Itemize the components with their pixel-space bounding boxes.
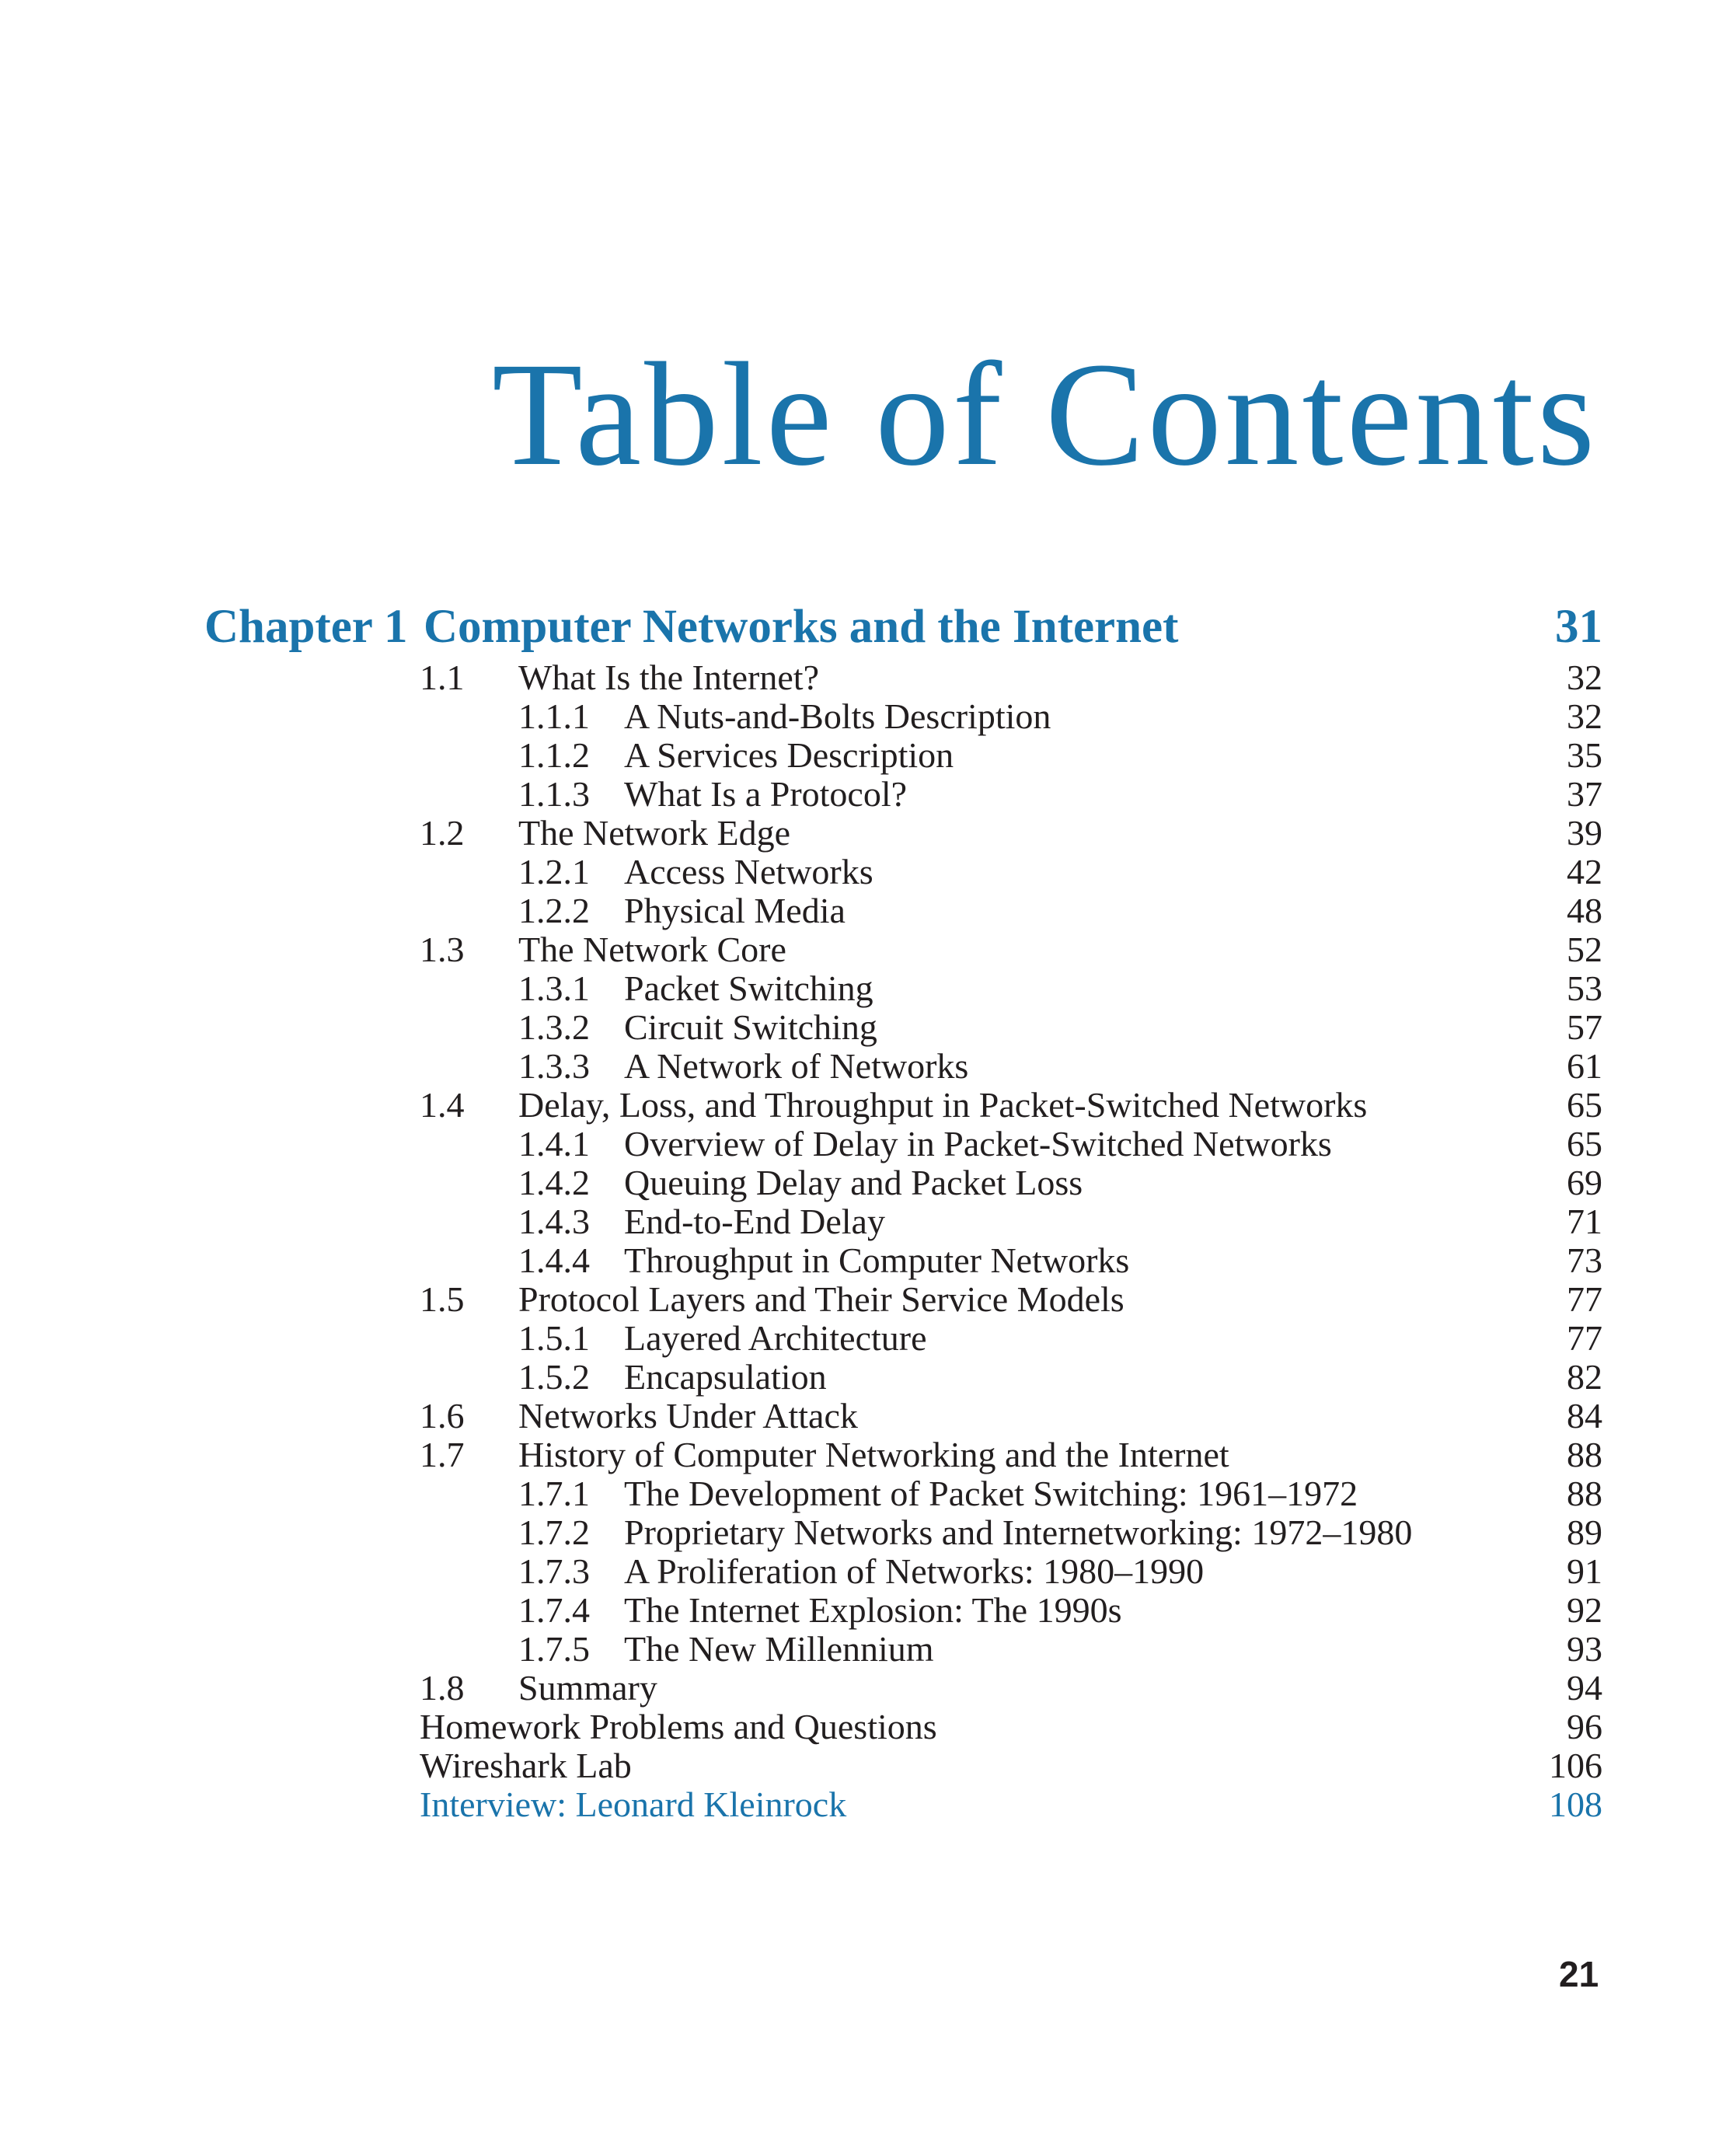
entry-number: 1.7.3 (518, 1551, 590, 1591)
toc-entry (0, 1591, 1602, 1630)
toc-entry (0, 1358, 1602, 1397)
entry-title: Networks Under Attack (518, 1396, 858, 1436)
entry-number: 1.4.2 (518, 1163, 590, 1202)
entry-title: Interview: Leonard Kleinrock (420, 1784, 847, 1824)
entry-number: 1.1 (420, 658, 465, 697)
entry-page-number: 92 (1567, 1590, 1602, 1630)
entry-number: 1.5.1 (518, 1318, 590, 1358)
entry-page-number: 106 (1549, 1746, 1602, 1785)
chapter-heading-row (0, 601, 1602, 653)
toc-entry (0, 1280, 1602, 1319)
entry-title: The New Millennium (624, 1629, 934, 1669)
entry-title: The Network Core (518, 930, 786, 969)
toc-entry (0, 1436, 1602, 1474)
entry-title: Throughput in Computer Networks (624, 1240, 1130, 1280)
entry-title: Queuing Delay and Packet Loss (624, 1163, 1083, 1202)
toc-entry (0, 697, 1602, 736)
entry-page-number: 65 (1567, 1124, 1602, 1163)
toc-entry (0, 1047, 1602, 1086)
entry-number: 1.4.4 (518, 1240, 590, 1280)
toc-entry (0, 1086, 1602, 1125)
entry-title: Overview of Delay in Packet-Switched Networks (624, 1124, 1332, 1163)
entry-page-number: 71 (1567, 1202, 1602, 1241)
folio-page-number: 21 (1559, 1954, 1599, 1994)
entry-number: 1.7.4 (518, 1590, 590, 1630)
entry-page-number: 93 (1567, 1629, 1602, 1669)
entry-number: 1.4.1 (518, 1124, 590, 1163)
entry-title: A Nuts-and-Bolts Description (624, 696, 1051, 736)
entry-number: 1.1.1 (518, 696, 590, 736)
entry-number: 1.4.3 (518, 1202, 590, 1241)
page-title: Table of Contents (492, 332, 1599, 497)
entry-number: 1.5 (420, 1279, 465, 1319)
entry-number: 1.1.3 (518, 774, 590, 814)
toc-entry (0, 1708, 1602, 1746)
toc-entry (0, 1125, 1602, 1163)
entry-number: 1.7 (420, 1435, 465, 1474)
entry-page-number: 77 (1567, 1279, 1602, 1319)
entry-number: 1.3.1 (518, 968, 590, 1008)
entry-number: 1.7.5 (518, 1629, 590, 1669)
entry-page-number: 61 (1567, 1046, 1602, 1086)
entry-title: Summary (518, 1668, 657, 1708)
entry-page-number: 39 (1567, 813, 1602, 853)
entry-number: 1.1.2 (518, 735, 590, 775)
entry-title: A Network of Networks (624, 1046, 969, 1086)
entry-number: 1.2.2 (518, 891, 590, 930)
entry-number: 1.7.1 (518, 1474, 590, 1513)
entry-page-number: 84 (1567, 1396, 1602, 1436)
entry-page-number: 53 (1567, 968, 1602, 1008)
toc-entry (0, 736, 1602, 775)
entry-page-number: 52 (1567, 930, 1602, 969)
entry-page-number: 73 (1567, 1240, 1602, 1280)
entry-page-number: 108 (1549, 1784, 1602, 1824)
entry-title: Homework Problems and Questions (420, 1707, 937, 1746)
entry-page-number: 57 (1567, 1007, 1602, 1047)
entry-number: 1.6 (420, 1396, 465, 1436)
entry-title: What Is a Protocol? (624, 774, 908, 814)
entry-title: The Internet Explosion: The 1990s (624, 1590, 1122, 1630)
table-of-contents (0, 601, 1602, 1824)
entry-page-number: 42 (1567, 852, 1602, 891)
toc-entry (0, 1746, 1602, 1785)
entry-title: Proprietary Networks and Internetworking: 1972–1980 (624, 1512, 1413, 1552)
entry-title: History of Computer Networking and the Internet (518, 1435, 1229, 1474)
entry-title: End-to-End Delay (624, 1202, 885, 1241)
entry-page-number: 65 (1567, 1085, 1602, 1125)
toc-entry (0, 814, 1602, 853)
entry-page-number: 88 (1567, 1435, 1602, 1474)
entry-title: Delay, Loss, and Throughput in Packet-Switched Networks (518, 1085, 1368, 1125)
chapter-label: Chapter 1 (204, 601, 408, 653)
toc-entry (0, 1552, 1602, 1591)
toc-entry (0, 1008, 1602, 1047)
entry-number: 1.7.2 (518, 1512, 590, 1552)
entry-page-number: 69 (1567, 1163, 1602, 1202)
toc-entry (0, 1513, 1602, 1552)
entry-title: Protocol Layers and Their Service Models (518, 1279, 1124, 1319)
toc-entry (0, 1630, 1602, 1669)
entry-page-number: 94 (1567, 1668, 1602, 1708)
entry-page-number: 88 (1567, 1474, 1602, 1513)
entry-number: 1.2.1 (518, 852, 590, 891)
chapter-title: Computer Networks and the Internet (424, 601, 1179, 653)
toc-entry (0, 1785, 1602, 1824)
entry-page-number: 89 (1567, 1512, 1602, 1552)
entry-page-number: 82 (1567, 1357, 1602, 1397)
entry-title: Encapsulation (624, 1357, 827, 1397)
entry-page-number: 77 (1567, 1318, 1602, 1358)
toc-entry (0, 853, 1602, 891)
entry-number: 1.8 (420, 1668, 465, 1708)
toc-entry (0, 969, 1602, 1008)
toc-entries (0, 658, 1602, 1824)
entry-page-number: 37 (1567, 774, 1602, 814)
toc-entry (0, 1241, 1602, 1280)
toc-entry (0, 930, 1602, 969)
entry-title: Packet Switching (624, 968, 873, 1008)
entry-number: 1.3.3 (518, 1046, 590, 1086)
toc-entry (0, 891, 1602, 930)
entry-number: 1.2 (420, 813, 465, 853)
entry-title: A Services Description (624, 735, 954, 775)
entry-number: 1.5.2 (518, 1357, 590, 1397)
entry-page-number: 35 (1567, 735, 1602, 775)
toc-entry (0, 1397, 1602, 1436)
entry-title: The Development of Packet Switching: 1961–1972 (624, 1474, 1358, 1513)
entry-page-number: 32 (1567, 658, 1602, 697)
entry-page-number: 48 (1567, 891, 1602, 930)
entry-title: A Proliferation of Networks: 1980–1990 (624, 1551, 1205, 1591)
entry-number: 1.4 (420, 1085, 465, 1125)
entry-title: The Network Edge (518, 813, 790, 853)
toc-entry (0, 658, 1602, 697)
entry-number: 1.3 (420, 930, 465, 969)
entry-title: Wireshark Lab (420, 1746, 632, 1785)
entry-number: 1.3.2 (518, 1007, 590, 1047)
entry-title: Circuit Switching (624, 1007, 877, 1047)
toc-entry (0, 1669, 1602, 1708)
toc-entry (0, 775, 1602, 814)
entry-page-number: 91 (1567, 1551, 1602, 1591)
toc-entry (0, 1319, 1602, 1358)
entry-page-number: 96 (1567, 1707, 1602, 1746)
entry-page-number: 32 (1567, 696, 1602, 736)
toc-entry (0, 1163, 1602, 1202)
toc-entry (0, 1474, 1602, 1513)
chapter-page-number: 31 (1555, 601, 1602, 653)
entry-title: Layered Architecture (624, 1318, 927, 1358)
toc-entry (0, 1202, 1602, 1241)
entry-title: Access Networks (624, 852, 873, 891)
entry-title: Physical Media (624, 891, 846, 930)
entry-title: What Is the Internet? (518, 658, 819, 697)
